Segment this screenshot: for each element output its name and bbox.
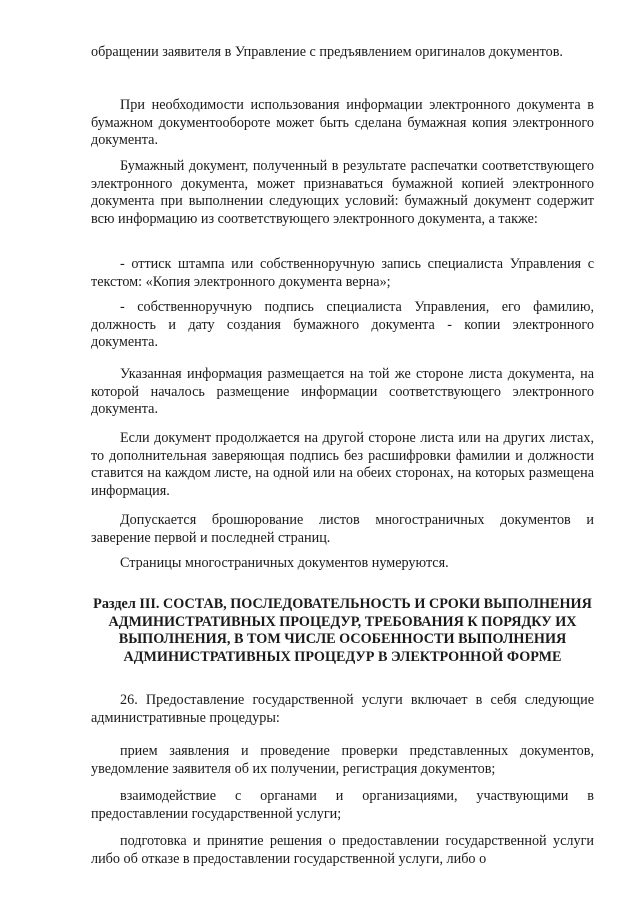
paragraph-procedure-decision: подготовка и принятие решения о предоставлении государственной услуги либо об отказе в предоставлении государственной услуги, либо о	[91, 833, 594, 867]
paragraph-placement: Указанная информация размещается на той же стороне листа документа, на которой началось размещение информации соответствующего электронного документа.	[91, 366, 594, 418]
paragraph-stamp-item: - оттиск штампа или собственноручную запись специалиста Управления с текстом: «Копия электронного документа верна»;	[91, 256, 594, 290]
paragraph-signature-item: - собственноручную подпись специалиста Управления, его фамилию, должность и дату создания бумажного документа - копии электронного документа.	[91, 299, 594, 351]
paragraph-procedure-interaction: взаимодействие с органами и организациями, участвующими в предоставлении государственной услуги;	[91, 788, 594, 822]
paragraph-continuation: обращении заявителя в Управление с предъявлением оригиналов документов.	[91, 44, 563, 60]
paragraph-numbering: Страницы многостраничных документов нумеруются.	[120, 555, 449, 571]
paragraph-item-26: 26. Предоставление государственной услуги включает в себя следующие административные процедуры:	[91, 692, 594, 726]
paragraph-binding: Допускается брошюрование листов многостраничных документов и заверение первой и последней страниц.	[91, 512, 594, 546]
paragraph-procedure-reception: прием заявления и проведение проверки представленных документов, уведомление заявителя об их получении, регистрация документов;	[91, 743, 594, 777]
paragraph-paper-document-conditions: Бумажный документ, полученный в результате распечатки соответствующего электронного документа, может признаваться бумажной копией электронного документа при выполнении следующих условий: бумажный документ содержит всю информацию из соответствующего электронного документа, а также:	[91, 158, 594, 227]
section-heading: Раздел III. СОСТАВ, ПОСЛЕДОВАТЕЛЬНОСТЬ И СРОКИ ВЫПОЛНЕНИЯ АДМИНИСТРАТИВНЫХ ПРОЦЕДУР, ТРЕБОВАНИЯ К ПОРЯДКУ ИХ ВЫПОЛНЕНИЯ, В ТОМ ЧИСЛЕ ОСОБЕННОСТИ ВЫПОЛНЕНИЯ АДМИНИСТРАТИВНЫХ ПРОЦЕДУР В ЭЛЕКТРОННОЙ ФОРМЕ	[93, 596, 592, 665]
paragraph-additional-signature: Если документ продолжается на другой стороне листа или на других листах, то дополнительная заверяющая подпись без расшифровки фамилии и должности ставится на каждом листе, на одной или на обеих сторонах, на которых размещена информация.	[91, 430, 594, 499]
paragraph-paper-copy: При необходимости использования информации электронного документа в бумажном документообороте может быть сделана бумажная копия электронного документа.	[91, 97, 594, 149]
